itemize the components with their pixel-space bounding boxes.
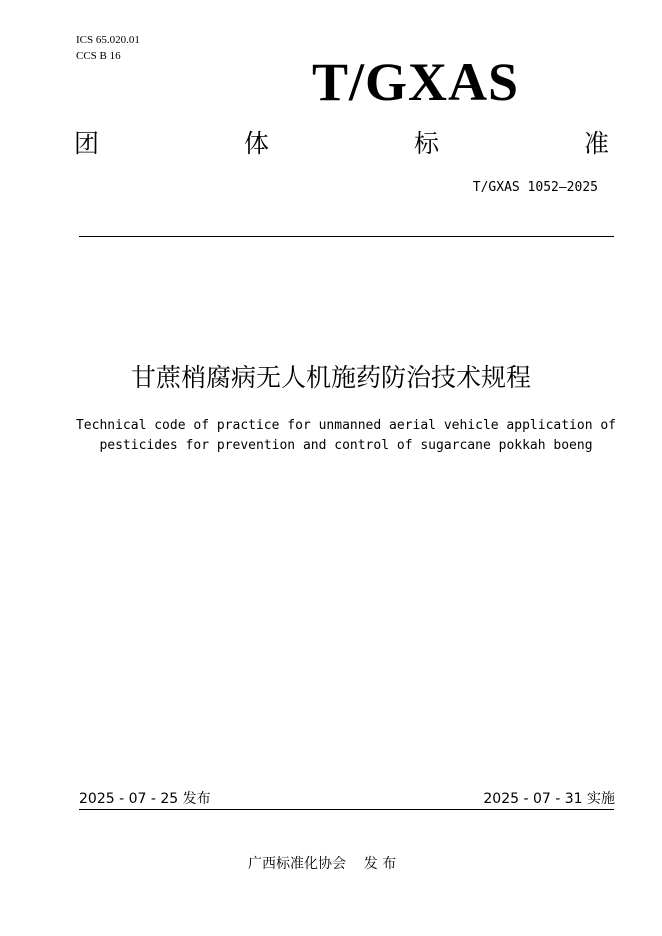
- standard-number: T/GXAS 1052—2025: [472, 180, 598, 195]
- document-kind: [74, 126, 609, 162]
- title-english: [70, 416, 622, 456]
- publisher: 广西标准化协会 发 布: [248, 856, 397, 872]
- standard-logo: T/GXAS: [312, 52, 520, 112]
- doc-kind-char: 体: [243, 129, 269, 158]
- doc-kind-char: 标: [413, 129, 439, 158]
- ics-code: ICS 65.020.01: [76, 34, 140, 46]
- doc-kind-char: 团: [74, 129, 100, 158]
- header-divider: [79, 236, 614, 237]
- implement-date: 2025 - 07 - 31 实施: [483, 791, 615, 807]
- title-chinese: 甘蔗梢腐病无人机施药防治技术规程: [130, 363, 531, 392]
- ccs-code: CCS B 16: [76, 50, 121, 62]
- title-english-line: pesticides for prevention and control of sugarcane pokkah boeng: [99, 438, 593, 453]
- classification-codes: [76, 32, 140, 64]
- title-english-line: Technical code of practice for unmanned aerial vehicle application of: [75, 418, 617, 433]
- issue-date: 2025 - 07 - 25 发布: [79, 791, 211, 807]
- footer-divider: [79, 809, 614, 810]
- doc-kind-char: 准: [583, 129, 609, 158]
